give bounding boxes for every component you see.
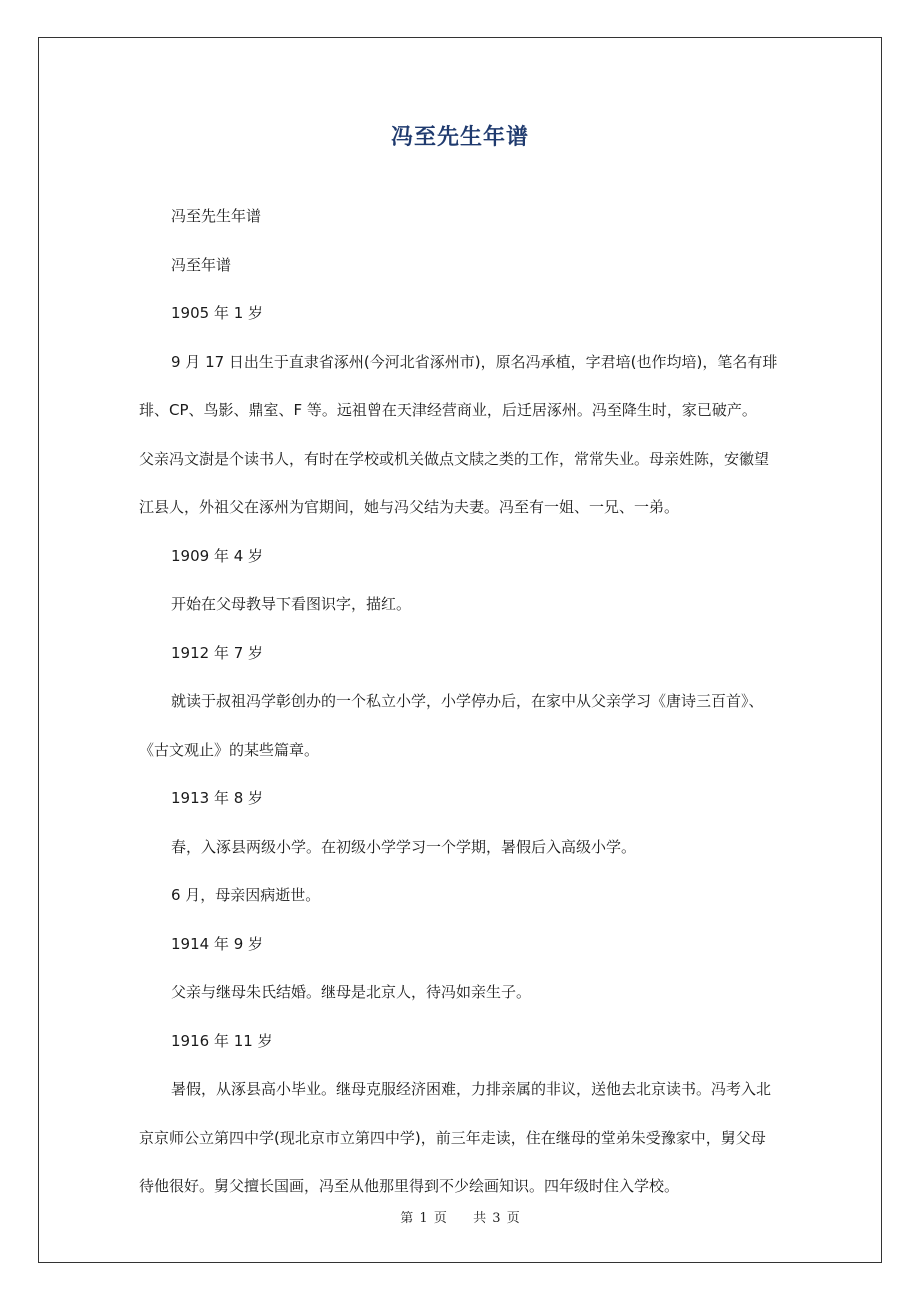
text-line: 《古文观止》的某些篇章。 (139, 740, 320, 759)
text-line: 父亲与继母朱氏结婚。继母是北京人，待冯如亲生子。 (171, 983, 532, 1001)
text-line: 1916 年 11 岁 (171, 1031, 273, 1050)
footer-page-suffix: 页 (433, 1211, 447, 1226)
text-line: 京京师公立第四中学(现北京市立第四中学)，前三年走读，住在继母的堂弟朱受豫家中，舅父母 (139, 1128, 766, 1147)
text-line: 6 月，母亲因病逝世。 (171, 886, 321, 904)
footer-total-pages: 3 (492, 1211, 501, 1226)
text-line: 开始在父母教导下看图识字，描红。 (171, 595, 412, 613)
text-line: 冯至年谱 (171, 255, 232, 274)
text-line: 1914 年 9 岁 (171, 934, 264, 953)
text-line: 江县人，外祖父在涿州为官期间，她与冯父结为夫妻。冯至有一姐、一兄、一弟。 (139, 498, 680, 516)
text-line: 春，入涿县两级小学。在初级小学学习一个学期，暑假后入高级小学。 (171, 837, 637, 856)
text-line: 1912 年 7 岁 (171, 643, 264, 662)
text-line: 1905 年 1 岁 (171, 304, 264, 322)
page-footer (0, 1207, 920, 1226)
footer-current-page: 1 (419, 1211, 428, 1226)
text-line: 冯至先生年谱 (171, 207, 262, 225)
text-line: 待他很好。舅父擅长国画，冯至从他那里得到不少绘画知识。四年级时住入学校。 (139, 1177, 680, 1195)
footer-total-prefix: 共 (473, 1211, 487, 1226)
text-line: 父亲冯文澍是个读书人，有时在学校或机关做点文牍之类的工作，常常失业。母亲姓陈，安徽望 (139, 449, 770, 468)
text-line: 就读于叔祖冯学彰创办的一个私立小学，小学停办后，在家中从父亲学习《唐诗三百首》、 (171, 692, 764, 710)
text-line: 暑假，从涿县高小毕业。继母克服经济困难，力排亲属的非议，送他去北京读书。冯考入北 (171, 1080, 772, 1098)
footer-total-suffix: 页 (506, 1211, 520, 1226)
text-line: 1909 年 4 岁 (171, 546, 264, 565)
footer-page-prefix: 第 (400, 1211, 414, 1226)
document-title: 冯至先生年谱 (390, 125, 529, 150)
document-body (139, 192, 789, 1211)
text-line: 琲、CP、鸟影、鼎室、F 等。远祖曾在天津经营商业，后迁居涿州。冯至降生时，家已破产。 (139, 401, 757, 419)
text-line: 1913 年 8 岁 (171, 789, 264, 807)
text-line: 9 月 17 日出生于直隶省涿州(今河北省涿州市)，原名冯承植，字君培(也作均培)，笔名有琲 (171, 352, 778, 371)
